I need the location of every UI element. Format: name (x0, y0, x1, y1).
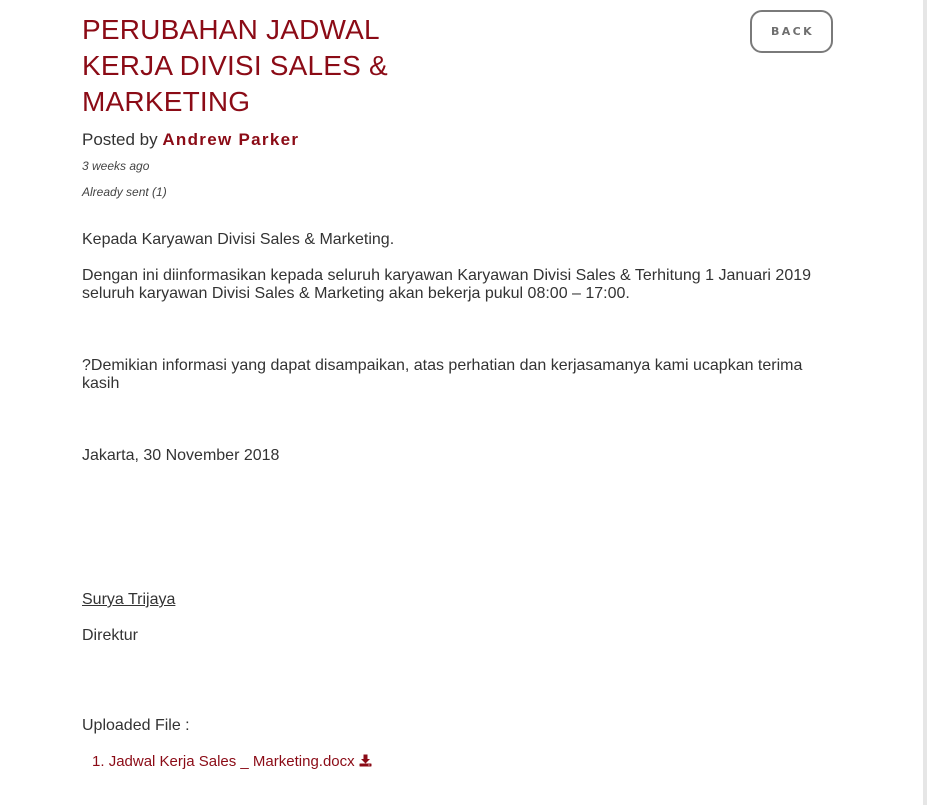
file-download-link[interactable] (109, 753, 372, 770)
file-name: Jadwal Kerja Sales _ Marketing.docx (108, 753, 355, 770)
uploaded-file-label: Uploaded File : (82, 717, 190, 734)
scrollbar[interactable] (923, 0, 927, 805)
sent-status: Already sent (1) (82, 185, 167, 199)
back-button[interactable]: BACK (750, 10, 833, 53)
announcement-text: Dengan ini diinformasikan kepada seluruh karyawan Karyawan Divisi Sales & Terhitung 1 Januari 2019 seluruh karyawan Divisi Sales & Marketing akan bekerja pukul 08:00 – 17:00. (82, 267, 812, 302)
posted-by-label: Posted by (82, 130, 158, 149)
post-title: PERUBAHAN JADWAL KERJA DIVISI SALES & MARKETING (82, 14, 388, 117)
signer-name: Surya Trijaya (82, 591, 176, 608)
file-number: 1. (92, 753, 105, 770)
post-time: 3 weeks ago (82, 159, 150, 173)
list-item (92, 753, 372, 772)
file-list (92, 753, 372, 772)
greeting-text: Kepada Karyawan Divisi Sales & Marketing. (82, 231, 395, 248)
author-link[interactable]: Andrew Parker (162, 130, 300, 149)
signer-role: Direktur (82, 627, 139, 644)
download-icon[interactable] (359, 754, 372, 772)
place-date-text: Jakarta, 30 November 2018 (82, 447, 280, 464)
posted-by (82, 130, 299, 150)
closing-text: ?Demikian informasi yang dapat disampaikan, atas perhatian dan kerjasamanya kami ucapkan terima kasih (82, 357, 803, 392)
